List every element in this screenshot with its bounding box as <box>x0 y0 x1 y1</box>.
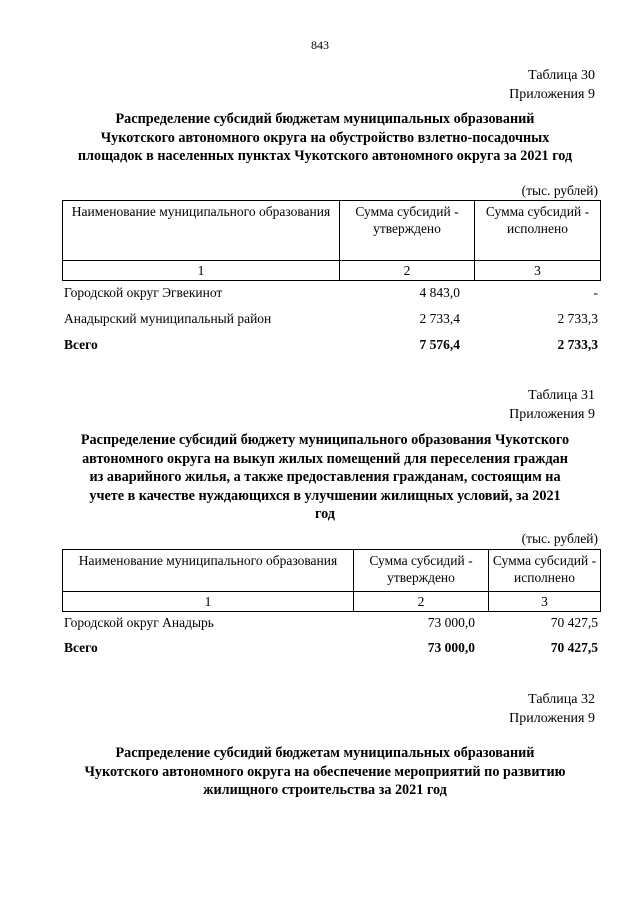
row-executed: - <box>593 285 598 300</box>
page-number: 843 <box>311 38 329 52</box>
column-header-approved: Сумма субсидий - утверждено <box>340 201 475 261</box>
table-row <box>64 285 598 303</box>
table-row <box>64 311 598 329</box>
table30-appendix: Приложения 9 <box>509 87 595 102</box>
table30-title-line: Чукотского автономного округа на обустройство взлетно-посадочных <box>100 129 550 146</box>
table32-appendix: Приложения 9 <box>509 711 595 726</box>
table32-title-line: Чукотского автономного округа на обеспечение мероприятий по развитию <box>84 763 566 780</box>
table31-header <box>62 549 601 612</box>
table31-title-line: из аварийного жилья, а также предоставления гражданам, состоящим на <box>89 469 561 485</box>
table30-header <box>62 200 601 281</box>
table32-number: Таблица 32 <box>528 692 595 707</box>
column-number: 2 <box>354 592 489 612</box>
row-name: Анадырский муниципальный район <box>64 311 272 326</box>
column-number: 2 <box>340 261 475 281</box>
column-number: 3 <box>489 592 601 612</box>
column-number: 1 <box>63 592 354 612</box>
total-label: Всего <box>64 337 98 352</box>
row-approved: 73 000,0 <box>427 615 475 630</box>
table30-title <box>55 110 595 166</box>
table30-units: (тыс. рублей) <box>521 183 598 198</box>
row-executed: 70 427,5 <box>550 615 598 630</box>
column-header-executed: Сумма субсидий - исполнено <box>475 201 601 261</box>
table31-reference <box>509 386 595 424</box>
row-name: Городской округ Анадырь <box>64 615 214 630</box>
table31-title-line: Распределение субсидий бюджету муниципального образования Чукотского <box>80 432 570 448</box>
table31-title-line: год <box>315 506 335 522</box>
column-header-name: Наименование муниципального образования <box>63 201 340 261</box>
table30-number: Таблица 30 <box>528 68 595 83</box>
table30-title-line: Распределение субсидий бюджетам муниципальных образований <box>115 111 535 127</box>
table-row <box>64 615 598 633</box>
total-label: Всего <box>64 640 98 655</box>
row-executed: 2 733,3 <box>557 311 598 326</box>
total-approved: 73 000,0 <box>427 640 475 655</box>
total-approved: 7 576,4 <box>419 337 460 352</box>
table31-number: Таблица 31 <box>528 388 595 403</box>
table32-reference <box>509 690 595 728</box>
table31-title-line: учете в качестве нуждающихся в улучшении жилищных условий, за 2021 <box>89 487 561 504</box>
column-header-name: Наименование муниципального образования <box>63 550 354 592</box>
total-row <box>64 337 598 355</box>
row-approved: 2 733,4 <box>419 311 460 326</box>
table31-title-line: автономного округа на выкуп жилых помещений для переселения граждан <box>82 450 568 467</box>
table31-title <box>55 431 595 524</box>
table30-reference <box>509 66 595 104</box>
table31-appendix: Приложения 9 <box>509 407 595 422</box>
table32-title-line: жилищного строительства за 2021 год <box>203 782 447 798</box>
table32-title <box>55 744 595 800</box>
total-executed: 2 733,3 <box>557 337 598 352</box>
total-executed: 70 427,5 <box>550 640 598 655</box>
column-number: 3 <box>475 261 601 281</box>
column-header-executed: Сумма субсидий - исполнено <box>489 550 601 592</box>
column-number: 1 <box>63 261 340 281</box>
table32-title-line: Распределение субсидий бюджетам муниципальных образований <box>115 745 535 761</box>
column-header-approved: Сумма субсидий - утверждено <box>354 550 489 592</box>
total-row <box>64 640 598 658</box>
table31-units: (тыс. рублей) <box>521 531 598 546</box>
table30-title-line: площадок в населенных пунктах Чукотского автономного округа за 2021 год <box>77 148 573 164</box>
row-approved: 4 843,0 <box>419 285 460 300</box>
row-name: Городской округ Эгвекинот <box>64 285 223 300</box>
